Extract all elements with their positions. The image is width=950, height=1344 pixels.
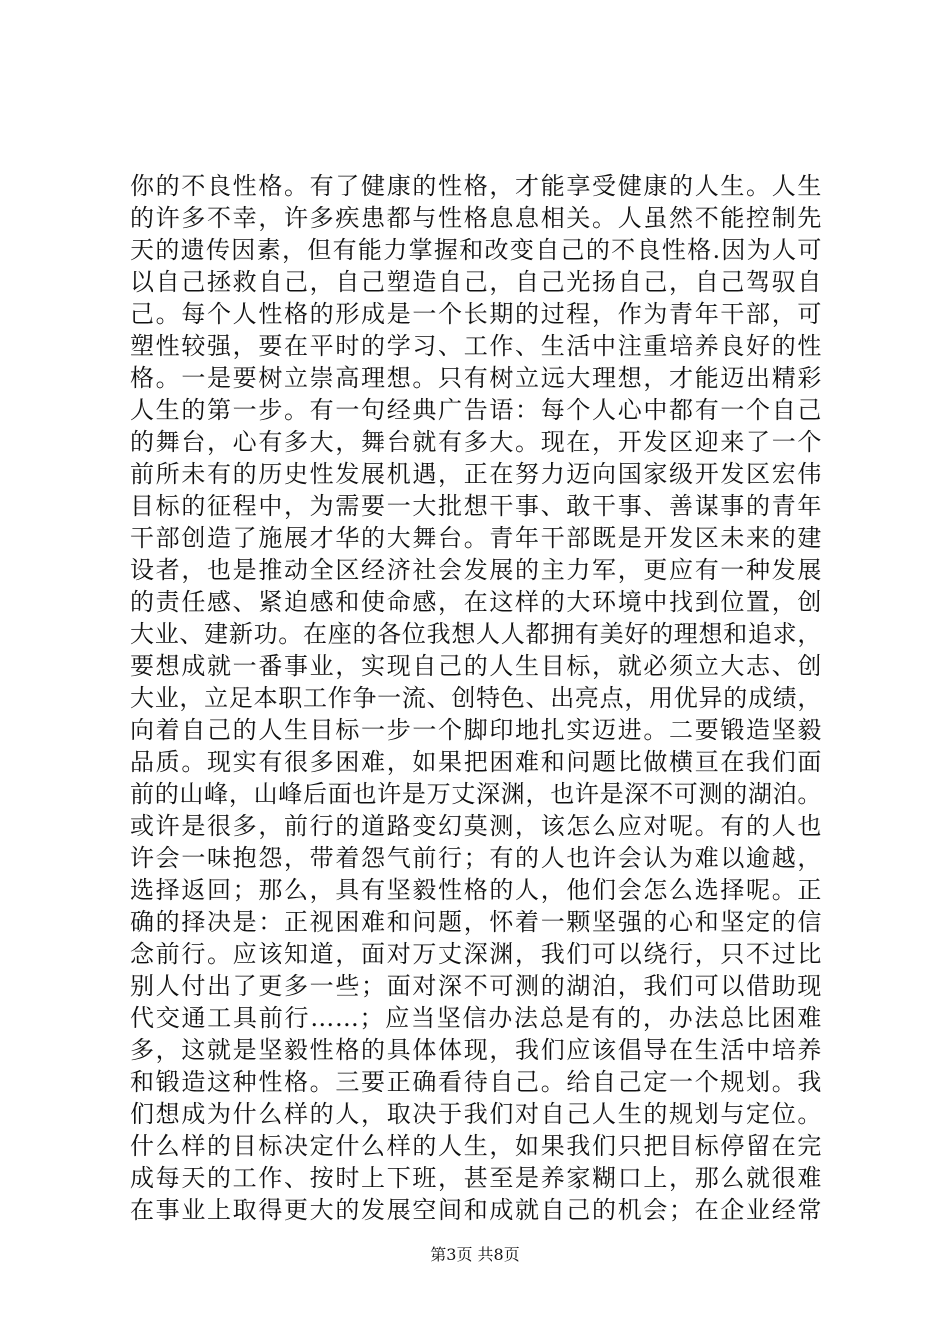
text-line: 人生的第一步。有一句经典广告语：每个人心中都有一个自己 [130,396,822,424]
text-line: 许会一味抱怨，带着怨气前行；有的人也许会认为难以逾越， [130,844,822,872]
text-line: 或许是很多，前行的道路变幻莫测，该怎么应对呢。有的人也 [130,812,822,840]
text-line: 的舞台，心有多大，舞台就有多大。现在，开发区迎来了一个 [130,428,822,456]
text-line: 己。每个人性格的形成是一个长期的过程，作为青年干部，可 [130,300,822,328]
text-line: 在事业上取得更大的发展空间和成就自己的机会；在企业经常 [130,1196,822,1224]
text-line: 确的择决是：正视困难和问题，怀着一颗坚强的心和坚定的信 [130,908,822,936]
text-line: 干部创造了施展才华的大舞台。青年干部既是开发区未来的建 [130,524,822,552]
text-line: 格。一是要树立崇高理想。只有树立远大理想，才能迈出精彩 [130,364,822,392]
text-line: 代交通工具前行……；应当坚信办法总是有的，办法总比困难 [130,1004,822,1032]
text-line: 别人付出了更多一些；面对深不可测的湖泊，我们可以借助现 [130,972,822,1000]
text-line: 以自己拯救自己，自己塑造自己，自己光扬自己，自己驾驭自 [130,268,822,296]
text-line: 向着自己的人生目标一步一个脚印地扎实迈进。二要锻造坚毅 [130,716,822,744]
text-line: 成每天的工作、按时上下班，甚至是养家糊口上，那么就很难 [130,1164,822,1192]
text-line: 你的不良性格。有了健康的性格，才能享受健康的人生。人生 [130,172,822,200]
text-line: 品质。现实有很多困难，如果把困难和问题比做横亘在我们面 [130,748,822,776]
text-line: 前所未有的历史性发展机遇，正在努力迈向国家级开发区宏伟 [130,460,822,488]
text-line: 设者，也是推动全区经济社会发展的主力军，更应有一种发展 [130,556,822,584]
text-line: 大业，立足本职工作争一流、创特色、出亮点，用优异的成绩， [130,684,822,712]
text-line: 多，这就是坚毅性格的具体体现，我们应该倡导在生活中培养 [130,1036,822,1064]
text-line: 大业、建新功。在座的各位我想人人都拥有美好的理想和追求， [130,620,822,648]
text-line: 和锻造这种性格。三要正确看待自己。给自己定一个规划。我 [130,1068,822,1096]
text-line: 选择返回；那么，具有坚毅性格的人，他们会怎么选择呢。正 [130,876,822,904]
text-line: 念前行。应该知道，面对万丈深渊，我们可以绕行，只不过比 [130,940,822,968]
body-text [130,170,822,1226]
text-line: 的许多不幸，许多疾患都与性格息息相关。人虽然不能控制先 [130,204,822,232]
text-line: 目标的征程中，为需要一大批想干事、敢干事、善谋事的青年 [130,492,822,520]
text-line: 前的山峰，山峰后面也许是万丈深渊，也许是深不可测的湖泊。 [130,780,822,808]
text-line: 塑性较强，要在平时的学习、工作、生活中注重培养良好的性 [130,332,822,360]
text-line: 天的遗传因素，但有能力掌握和改变自己的不良性格.因为人可 [130,236,822,264]
text-line: 什么样的目标决定什么样的人生，如果我们只把目标停留在完 [130,1132,822,1160]
text-line: 要想成就一番事业，实现自己的人生目标，就必须立大志、创 [130,652,822,680]
page-footer [0,1244,950,1266]
text-line: 们想成为什么样的人，取决于我们对自己人生的规划与定位。 [130,1100,822,1128]
page-number: 第3页 共8页 [430,1245,520,1264]
text-line: 的责任感、紧迫感和使命感，在这样的大环境中找到位置，创 [130,588,822,616]
